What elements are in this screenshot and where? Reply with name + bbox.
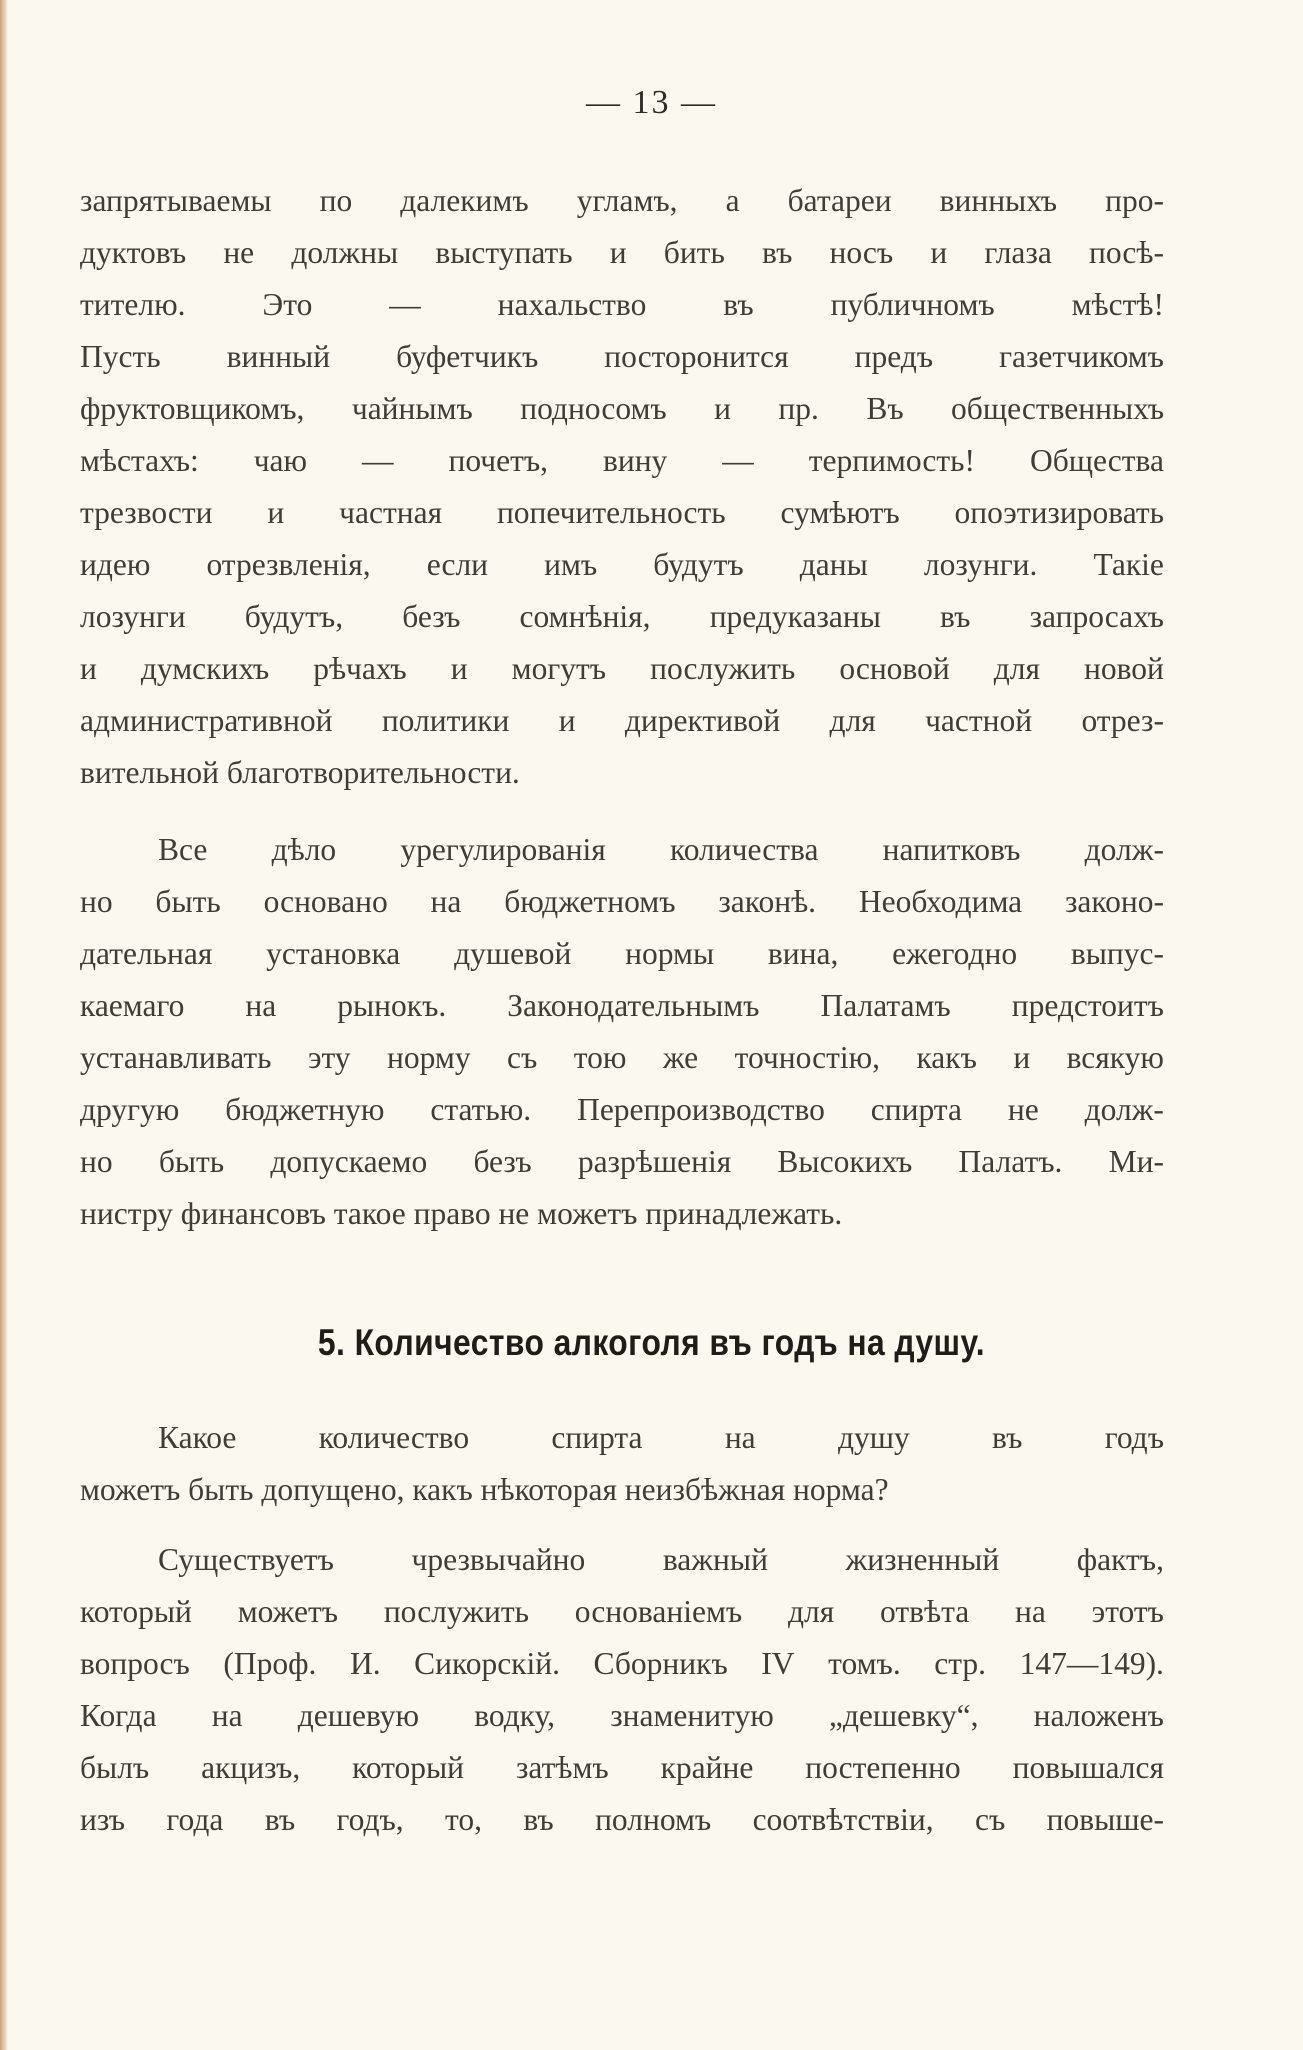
word: безъ bbox=[473, 1144, 532, 1179]
word: предъ bbox=[854, 339, 934, 374]
word: предстоитъ bbox=[1011, 988, 1164, 1023]
text-line bbox=[80, 591, 1164, 643]
word: законо- bbox=[1064, 884, 1164, 919]
word: отвѣта bbox=[880, 1594, 970, 1629]
word: основой bbox=[839, 651, 950, 686]
word: устанавливать bbox=[80, 1040, 272, 1075]
word: точностію, bbox=[734, 1040, 881, 1075]
word: фруктовщикомъ, bbox=[80, 391, 305, 426]
word: опоэтизировать bbox=[954, 495, 1164, 530]
word: выступать bbox=[435, 235, 573, 270]
word: посторонится bbox=[604, 339, 789, 374]
word: всякую bbox=[1066, 1040, 1164, 1075]
word: какъ bbox=[916, 1040, 977, 1075]
word: повышался bbox=[1012, 1750, 1164, 1785]
word: и bbox=[558, 703, 576, 738]
word: долж- bbox=[1084, 1092, 1164, 1127]
word: водку, bbox=[474, 1698, 556, 1733]
word: а bbox=[725, 183, 740, 218]
word: пр. bbox=[778, 391, 819, 426]
word: Высокихъ bbox=[777, 1144, 913, 1179]
word: если bbox=[426, 547, 489, 582]
word: носъ bbox=[829, 235, 894, 270]
word: 147—149). bbox=[1019, 1646, 1164, 1681]
word: идею bbox=[80, 547, 151, 582]
word: на bbox=[1015, 1594, 1046, 1629]
word: бить bbox=[663, 235, 725, 270]
word: и bbox=[714, 391, 731, 426]
word: для bbox=[993, 651, 1040, 686]
word: будутъ, bbox=[244, 599, 344, 634]
word: газетчикомъ bbox=[999, 339, 1164, 374]
word: частной bbox=[925, 703, 1033, 738]
word: фактъ, bbox=[1076, 1542, 1164, 1577]
word: угламъ, bbox=[576, 183, 678, 218]
word: лозунги bbox=[80, 599, 186, 634]
word: по bbox=[319, 183, 353, 218]
word: IV bbox=[761, 1646, 795, 1681]
word: но bbox=[80, 884, 113, 919]
word: года bbox=[166, 1802, 224, 1837]
word: новой bbox=[1084, 651, 1164, 686]
word: вина, bbox=[767, 936, 839, 971]
word: — bbox=[362, 443, 394, 478]
word: будутъ bbox=[653, 547, 744, 582]
word: душу bbox=[837, 1420, 910, 1455]
word: въ bbox=[523, 1802, 554, 1837]
word: Законодательнымъ bbox=[507, 988, 760, 1023]
word: то, bbox=[445, 1802, 482, 1837]
text-line: нистру финансовъ такое право не можетъ принадлежать. bbox=[80, 1196, 843, 1231]
word: спирта bbox=[551, 1420, 643, 1455]
word: рѣчахъ bbox=[313, 651, 407, 686]
text-line bbox=[80, 643, 1164, 695]
word: винный bbox=[226, 339, 331, 374]
word: дательная bbox=[80, 936, 213, 971]
word: и bbox=[930, 235, 948, 270]
word: чаю bbox=[253, 443, 308, 478]
word: и bbox=[80, 651, 97, 686]
word: должны bbox=[291, 235, 399, 270]
text-line bbox=[80, 695, 1164, 747]
word: Сикорскій. bbox=[414, 1646, 560, 1681]
page-number: — 13 — bbox=[586, 84, 717, 121]
text-line bbox=[80, 1084, 1164, 1136]
word: сумѣютъ bbox=[780, 495, 900, 530]
word: каемаго bbox=[80, 988, 185, 1023]
word: и bbox=[609, 235, 627, 270]
word: же bbox=[662, 1040, 699, 1075]
word: съ bbox=[974, 1802, 1006, 1837]
word: быть bbox=[155, 884, 221, 919]
word: нормы bbox=[625, 936, 715, 971]
word: статью. bbox=[430, 1092, 532, 1127]
word: отрез- bbox=[1081, 703, 1164, 738]
word: установка bbox=[266, 936, 401, 971]
word: въ bbox=[992, 1420, 1023, 1455]
word: повыше- bbox=[1046, 1802, 1164, 1837]
word: для bbox=[829, 703, 876, 738]
word: Это bbox=[262, 287, 313, 322]
text-line bbox=[80, 383, 1164, 435]
text-line bbox=[80, 980, 1164, 1032]
word: но bbox=[80, 1144, 113, 1179]
word: стр. bbox=[934, 1646, 987, 1681]
word: сомнѣнія, bbox=[519, 599, 651, 634]
word: изъ bbox=[80, 1802, 126, 1837]
word: этотъ bbox=[1091, 1594, 1164, 1629]
text-line bbox=[80, 227, 1164, 279]
word: на bbox=[430, 884, 462, 919]
paragraph-4 bbox=[80, 1534, 1164, 1846]
text-line bbox=[80, 1032, 1164, 1084]
word: мѣстахъ: bbox=[80, 443, 199, 478]
word: мѣстѣ! bbox=[1071, 287, 1164, 322]
text-line bbox=[80, 331, 1164, 383]
word: важный bbox=[662, 1542, 768, 1577]
word: частная bbox=[339, 495, 443, 530]
word: вопросъ bbox=[80, 1646, 190, 1681]
text-line bbox=[80, 824, 1164, 876]
text-line bbox=[80, 175, 1164, 227]
word: напитковъ bbox=[882, 832, 1021, 867]
word: крайне bbox=[660, 1750, 754, 1785]
word: быть bbox=[158, 1144, 225, 1179]
word: разрѣшенія bbox=[577, 1144, 732, 1179]
word: съ bbox=[507, 1040, 538, 1075]
word: даны bbox=[799, 547, 868, 582]
word: и bbox=[267, 495, 285, 530]
word: послужить bbox=[650, 651, 796, 686]
word: попечительность bbox=[496, 495, 726, 530]
word: основано bbox=[263, 884, 388, 919]
word: Пусть bbox=[80, 339, 161, 374]
word: долж- bbox=[1084, 832, 1164, 867]
word: постепенно bbox=[805, 1750, 961, 1785]
word: про- bbox=[1105, 183, 1164, 218]
word: количества bbox=[670, 832, 819, 867]
word: — bbox=[722, 443, 754, 478]
word: трезвости bbox=[80, 495, 213, 530]
word: дѣло bbox=[271, 832, 337, 867]
text-line: вительной благотворительности. bbox=[80, 755, 520, 790]
word: который bbox=[352, 1750, 465, 1785]
word: имъ bbox=[544, 547, 598, 582]
word: соотвѣтствіи, bbox=[752, 1802, 934, 1837]
word: выпус- bbox=[1070, 936, 1164, 971]
text-line bbox=[80, 876, 1164, 928]
page-edge bbox=[0, 0, 8, 2050]
word: не bbox=[1007, 1092, 1039, 1127]
word: батареи bbox=[787, 183, 892, 218]
word: винныхъ bbox=[939, 183, 1058, 218]
word: вину bbox=[602, 443, 668, 478]
word: основаніемъ bbox=[574, 1594, 743, 1629]
word: Когда bbox=[80, 1698, 157, 1733]
word: административной bbox=[80, 703, 333, 738]
text-line bbox=[80, 539, 1164, 591]
text-line bbox=[80, 435, 1164, 487]
text-line bbox=[80, 1412, 1164, 1464]
paragraph-3 bbox=[80, 1412, 1164, 1516]
word: дешевую bbox=[297, 1698, 420, 1733]
word: Въ bbox=[866, 391, 904, 426]
word: Палатъ. bbox=[958, 1144, 1063, 1179]
word: Все bbox=[158, 832, 208, 867]
word: (Проф. bbox=[223, 1646, 317, 1681]
text-line bbox=[80, 487, 1164, 539]
word: Какое bbox=[158, 1420, 237, 1455]
word: бюджетномъ bbox=[504, 884, 676, 919]
word: норму bbox=[387, 1040, 471, 1075]
text-line: можетъ быть допущено, какъ нѣкоторая неизбѣжная норма? bbox=[80, 1472, 889, 1507]
word: Существуетъ bbox=[158, 1542, 334, 1577]
word: былъ bbox=[80, 1750, 150, 1785]
word: общественныхъ bbox=[951, 391, 1164, 426]
word: думскихъ bbox=[140, 651, 270, 686]
word: на bbox=[211, 1698, 243, 1733]
word: спирта bbox=[870, 1092, 962, 1127]
word: въ bbox=[761, 235, 793, 270]
word: дуктовъ bbox=[80, 235, 187, 270]
word: количество bbox=[318, 1420, 470, 1455]
word: безъ bbox=[402, 599, 461, 634]
word: знаменитую bbox=[610, 1698, 774, 1733]
word: урегулированія bbox=[400, 832, 606, 867]
word: Необходима bbox=[858, 884, 1023, 919]
word: глаза bbox=[984, 235, 1052, 270]
word: акцизъ, bbox=[201, 1750, 301, 1785]
word: отрезвленія, bbox=[206, 547, 371, 582]
word: запрятываемы bbox=[80, 183, 272, 218]
word: Ми- bbox=[1108, 1144, 1164, 1179]
word: запросахъ bbox=[1029, 599, 1164, 634]
word: въ bbox=[940, 599, 971, 634]
word: могутъ bbox=[511, 651, 607, 686]
word: предуказаны bbox=[709, 599, 881, 634]
word: Общества bbox=[1029, 443, 1164, 478]
word: и bbox=[450, 651, 468, 686]
word: Сборникъ bbox=[593, 1646, 728, 1681]
word: въ bbox=[264, 1802, 296, 1837]
word: для bbox=[787, 1594, 835, 1629]
text-line bbox=[80, 1586, 1164, 1638]
word: „дешевку“, bbox=[828, 1698, 979, 1733]
word: рынокъ. bbox=[337, 988, 447, 1023]
word: на bbox=[724, 1420, 756, 1455]
word: Такіе bbox=[1093, 547, 1164, 582]
paragraph-2 bbox=[80, 824, 1164, 1240]
word: — bbox=[389, 287, 421, 322]
text-line bbox=[80, 1690, 1164, 1742]
word: эту bbox=[307, 1040, 351, 1075]
word: въ bbox=[723, 287, 754, 322]
word: полномъ bbox=[595, 1802, 712, 1837]
word: на bbox=[245, 988, 277, 1023]
word: законѣ. bbox=[718, 884, 817, 919]
word: ежегодно bbox=[892, 936, 1018, 971]
word: чайнымъ bbox=[351, 391, 473, 426]
word: наложенъ bbox=[1033, 1698, 1164, 1733]
word: далекимъ bbox=[400, 183, 529, 218]
word: не bbox=[223, 235, 255, 270]
word: политики bbox=[381, 703, 510, 738]
text-line bbox=[80, 1638, 1164, 1690]
text-line bbox=[80, 1534, 1164, 1586]
word: годъ bbox=[1104, 1420, 1164, 1455]
word: чрезвычайно bbox=[411, 1542, 586, 1577]
word: публичномъ bbox=[830, 287, 995, 322]
word: томъ. bbox=[828, 1646, 901, 1681]
word: лозунги. bbox=[923, 547, 1038, 582]
word: послужить bbox=[383, 1594, 529, 1629]
text-line bbox=[80, 1794, 1164, 1846]
word: можетъ bbox=[237, 1594, 339, 1629]
word: другую bbox=[80, 1092, 180, 1127]
word: директивой bbox=[624, 703, 781, 738]
word: И. bbox=[349, 1646, 381, 1681]
text-line bbox=[80, 928, 1164, 980]
word: почетъ, bbox=[448, 443, 549, 478]
word: допускаемо bbox=[270, 1144, 428, 1179]
word: годъ, bbox=[336, 1802, 404, 1837]
word: подносомъ bbox=[520, 391, 667, 426]
word: жизненный bbox=[845, 1542, 1000, 1577]
section-heading: 5. Количество алкоголя въ годъ на душу. bbox=[317, 1322, 986, 1363]
word: бюджетную bbox=[225, 1092, 385, 1127]
word: Палатамъ bbox=[820, 988, 951, 1023]
word: буфетчикъ bbox=[396, 339, 539, 374]
text-line bbox=[80, 1136, 1164, 1188]
word: посѣ- bbox=[1088, 235, 1164, 270]
word: Перепроизводство bbox=[577, 1092, 825, 1127]
word: тителю. bbox=[80, 287, 186, 322]
paragraph-1 bbox=[80, 175, 1164, 799]
word: тою bbox=[573, 1040, 627, 1075]
word: который bbox=[80, 1594, 192, 1629]
word: нахальство bbox=[497, 287, 647, 322]
word: и bbox=[1013, 1040, 1031, 1075]
text-line bbox=[80, 279, 1164, 331]
word: терпимость! bbox=[808, 443, 976, 478]
word: душевой bbox=[454, 936, 572, 971]
text-line bbox=[80, 1742, 1164, 1794]
word: затѣмъ bbox=[515, 1750, 609, 1785]
